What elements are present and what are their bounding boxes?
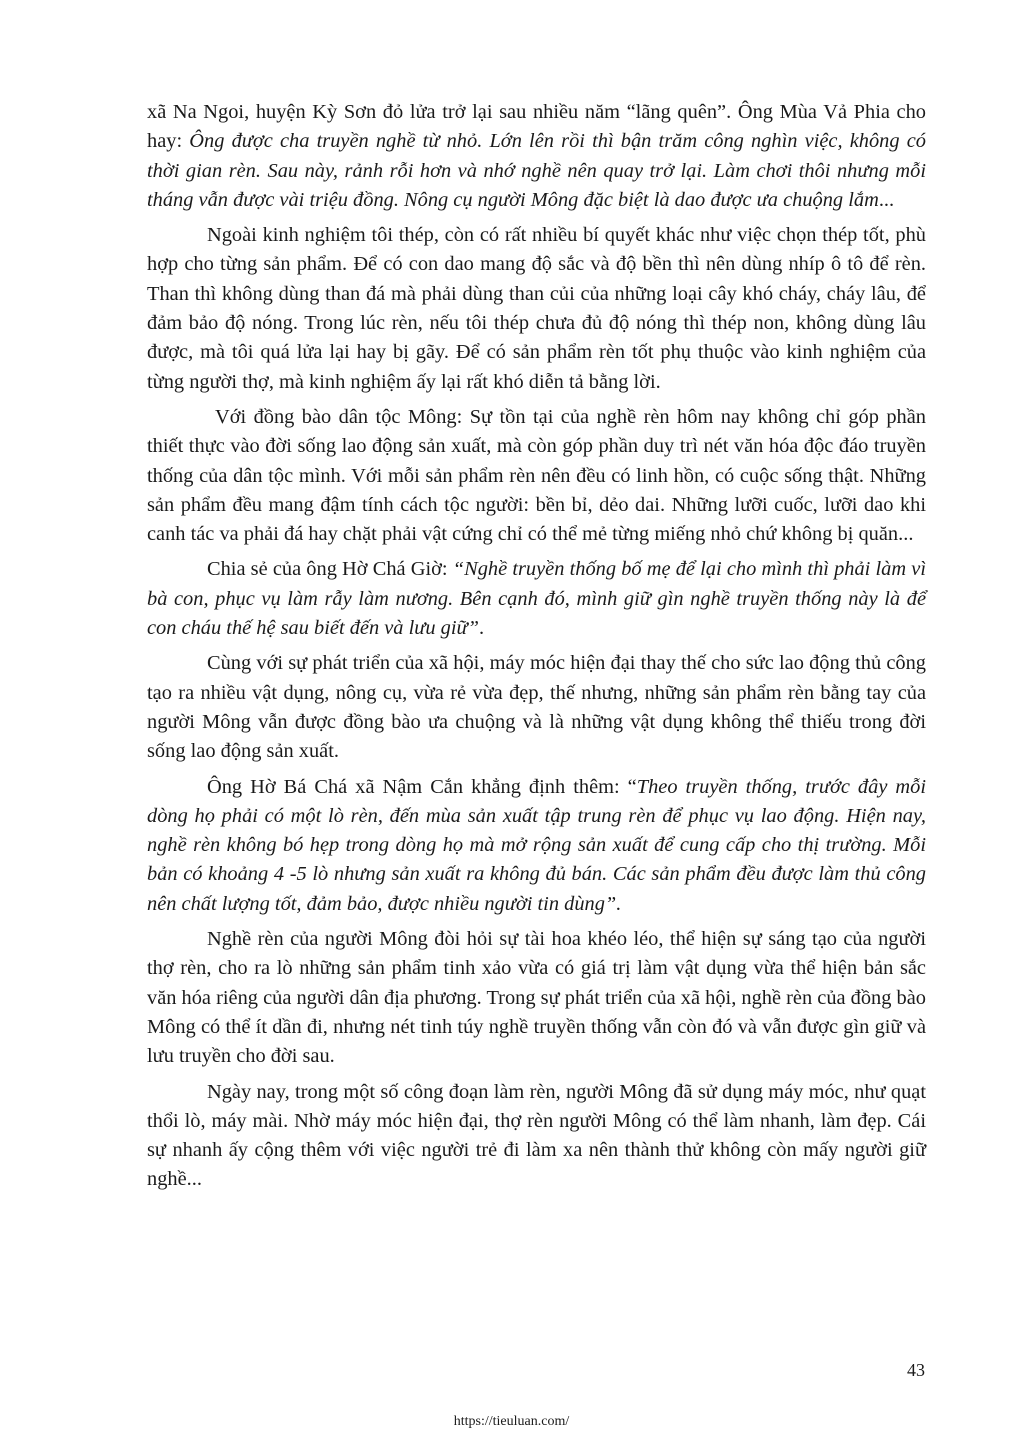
paragraph-2 — [147, 221, 926, 397]
paragraph-5 — [147, 649, 926, 766]
paragraph-1-quote: Ông được cha truyền nghề từ nhỏ. Lớn lên rồi thì bận trăm công nghìn việc, không có thời gian rèn. Sau này, rảnh rỗi hơn và nhớ nghề nên quay trở lại. Làm chơi thôi nhưng mỗi tháng vẫn được vài triệu đồng. Nông cụ người Mông đặc biệt là dao được ưa chuộng lắm — [147, 130, 926, 211]
paragraph-3 — [147, 403, 926, 549]
paragraph-6 — [147, 773, 926, 919]
page-body — [147, 98, 926, 1201]
paragraph-7-text: Nghề rèn của người Mông đòi hỏi sự tài hoa khéo léo, thể hiện sự sáng tạo của người thợ rèn, cho ra lò những sản phẩm tinh xảo vừa có giá trị làm vật dụng vừa thể hiện bản sắc văn hóa riêng của người dân địa phương. Trong sự phát triển của xã hội, nghề rèn của đồng bào Mông có thể ít dần đi, nhưng nét tinh túy nghề truyền thống vẫn còn đó và vẫn được gìn giữ và lưu truyền cho đời sau. — [147, 928, 926, 1068]
paragraph-3-text: Với đồng bào dân tộc Mông: Sự tồn tại của nghề rèn hôm nay không chỉ góp phần thiết thực vào đời sống lao động sản xuất, mà còn góp phần duy trì nét văn hóa độc đáo truyền thống của dân tộc mình. Với mỗi sản phẩm rèn nên đều có linh hồn, có cuộc sống thật. Những sản phẩm đều mang đậm tính cách tộc người: bền bỉ, dẻo dai. Những lưỡi cuốc, lưỡi dao khi canh tác va phải đá hay chặt phải vật cứng chỉ có thể mẻ từng miếng nhỏ chứ không bị quăn... — [147, 405, 926, 546]
paragraph-2-text: Ngoài kinh nghiệm tôi thép, còn có rất nhiều bí quyết khác như việc chọn thép tốt, phù hợp cho từng sản phẩm. Để có con dao mang độ sắc và độ bền thì nên dùng nhíp ô tô để rèn. Than thì không dùng than đá mà phải dùng than củi của những loại cây khó cháy, cháy lâu, để đảm bảo độ nóng. Trong lúc rèn, nếu tôi thép chưa đủ độ nóng thì thép non, không dùng lâu được, mà tôi quá lửa lại hay bị gãy. Để có sản phẩm rèn tốt phụ thuộc vào kinh nghiệm của từng người thợ, mà kinh nghiệm ấy lại rất khó diễn tả bằng lời. — [147, 224, 926, 393]
paragraph-6-quote: Theo truyền thống, trước đây mỗi dòng họ phải có một lò rèn, đến mùa sản xuất tập trung rèn để phục vụ lao động. Hiện nay, nghề rèn không bó hẹp trong dòng họ mà mở rộng sản xuất để cung cấp cho thị trường. Mỗi bản có khoảng 4 -5 lò nhưng sản xuất ra không đủ bán. Các sản phẩm đều được làm thủ công nên chất lượng tốt, đảm bảo, được nhiều người tin dùng”. — [147, 775, 926, 915]
paragraph-4-tail: . — [479, 617, 485, 640]
paragraph-1 — [147, 98, 926, 215]
page-number: 43 — [907, 1360, 925, 1380]
paragraph-6-text: Ông Hờ Bá Chá xã Nậm Cắn khẳng định thêm: “ — [207, 775, 637, 798]
paragraph-4 — [147, 555, 926, 643]
footer-url: https://tieuluan.com/ — [453, 1414, 570, 1429]
paragraph-4-text: Chia sẻ của ông Hờ Chá Giờ: — [207, 558, 453, 581]
paragraph-7 — [147, 925, 926, 1071]
paragraph-1-tail: ... — [878, 188, 895, 211]
paragraph-1-text: xã Na Ngoi, huyện Kỳ Sơn đỏ lửa trở lại sau nhiều năm “lãng quên”. Ông Mùa Vả Phia cho hay: — [147, 101, 926, 153]
paragraph-4-quote: “Nghề truyền thống bố mẹ để lại cho mình thì phải làm vì bà con, phục vụ làm rẫy làm nương. Bên cạnh đó, mình giữ gìn nghề truyền thống này là để con cháu thế hệ sau biết đến và lưu giữ” — [147, 558, 926, 640]
paragraph-8 — [147, 1078, 926, 1195]
paragraph-8-text: Ngày nay, trong một số công đoạn làm rèn, người Mông đã sử dụng máy móc, như quạt thổi lò, máy mài. Nhờ máy móc hiện đại, thợ rèn người Mông có thể làm nhanh, làm đẹp. Cái sự nhanh ấy cộng thêm với việc người trẻ đi làm xa nên thành thử không còn mấy người giữ nghề... — [147, 1080, 926, 1191]
paragraph-5-text: Cùng với sự phát triển của xã hội, máy móc hiện đại thay thế cho sức lao động thủ công tạo ra nhiều vật dụng, nông cụ, vừa rẻ vừa đẹp, thế nhưng, những sản phẩm rèn bằng tay của người Mông vẫn được đồng bào ưa chuộng và là những vật dụng không thể thiếu trong đời sống lao động sản xuất. — [147, 652, 926, 763]
